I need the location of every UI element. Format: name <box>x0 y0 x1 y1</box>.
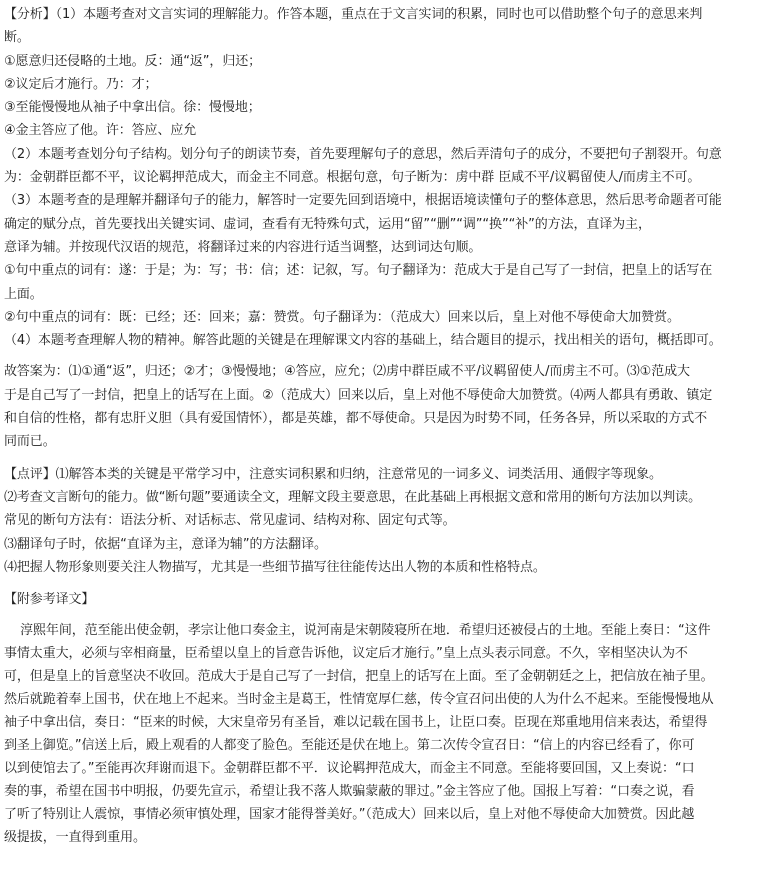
analysis-line: ②句中重点的词有：既：已经；还：回来；嘉：赞赏。句子翻译为：（范成大）回来以后，皇上对他不辱使命大加赞赏。 <box>4 309 680 325</box>
translation-line: 然后就跪着奉上国书，伏在地上不起来。当时金主是葛王，性情宽厚仁慈，传令宣召问出使的人为什么不起来。至能慢慢地从 <box>4 692 714 708</box>
analysis-line: ④金主答应了他。许：答应、应允 <box>4 123 197 139</box>
analysis-line: （2）本题考查划分句子结构。划分句子的朗读节奏，首先要理解句子的意思，然后弄清句子的成分，不要把句子割裂开。句意 <box>4 146 722 162</box>
analysis-section <box>4 3 776 352</box>
analysis-line: ③至能慢慢地从袖子中拿出信。徐：慢慢地； <box>4 100 261 116</box>
translation-line: 袖子中拿出信，奏日：“臣来的时候，大宋皇帝另有圣旨，难以记载在国书上，让臣口奏。臣现在郑重地用信来表达，希望得 <box>4 715 708 731</box>
translation-line: 级提拔，一直得到重用。 <box>4 830 146 846</box>
comment-section <box>4 463 776 579</box>
translation-section <box>4 588 776 849</box>
analysis-line: 为：金朝群臣都不平，议论羁押范成大，而金主不同意。根据句意，句子断为：虏中群 臣咸不平/议羁留使人/而虏主不可。 <box>4 170 701 186</box>
translation-line: 淳熙年间，范至能出使金朝，孝宗让他口奏金主，说河南是宋朝陵寝所在地．希望归还被侵占的土地。至能上奏日：“这件 <box>4 623 711 639</box>
translation-line: 奏的事，希望在国书中明报，仍要先宣示，希望让我不落人欺骗蒙蔽的罪过。”金主答应了他。国报上写着：“口奏之说，看 <box>4 784 695 800</box>
translation-line: 了听了特别让人震惊，事情必须审慎处理，国家才能得誉美好。”（范成大）回来以后，皇上对他不辱使命大加赞赏。因此越 <box>4 807 695 823</box>
comment-line: 【点评】⑴解答本类的关键是平常学习中，注意实词积累和归纳，注意常见的一词多义、词类活用、通假字等现象。 <box>4 466 662 482</box>
analysis-line: 确定的赋分点，首先要找出关键实词、虚词，查看有无特殊句式，运用“留”“删”“调”“换”“补”的方法，直译为主， <box>4 216 651 232</box>
analysis-line: 【分析】（1）本题考查对文言实词的理解能力。作答本题，重点在于文言实词的积累，同时也可以借助整个句子的意思来判 <box>4 7 703 22</box>
analysis-line: ①愿意归还侵略的土地。反：通“返”，归还； <box>4 53 262 69</box>
answer-line: 故答案为：⑴①通“返”，归还；②才；③慢慢地；④答应，应允；⑵虏中群臣咸不平/议羁留使人/而虏主不可。⑶①范成大 <box>4 364 690 380</box>
translation-line: 到圣上御览。”信送上后，殿上观看的人都变了脸色。至能还是伏在地上。第二次传令宣召日：“信上的内容已经看了，你可 <box>4 738 695 754</box>
translation-line: 事情太重大，必须与宰相商量，臣希望以皇上的旨意告诉他，议定后才施行。”皇上点头表示同意。不久，宰相坚决认为不 <box>4 646 688 662</box>
analysis-line: 意译为辅。并按现代汉语的规范，将翻译过来的内容进行适当调整，达到词达句顺。 <box>4 239 482 255</box>
translation-line: 可，但是皇上的旨意坚决不收回。范成大于是自己写了一封信，把皇上的话写在上面。至了金朝朝廷之上，把信放在袖子里。 <box>4 669 714 685</box>
comment-line: ⑶翻译句子时，依据“直译为主，意译为辅”的方法翻译。 <box>4 536 327 552</box>
translation-line: 以到使馆去了。”至能再次拜谢而退下。金朝群臣都不平．议论羁押范成大，而金主不同意。至能将要回国，又上奏说：“口 <box>4 761 695 777</box>
translation-header: 【附参考译文】 <box>4 592 95 608</box>
answer-section <box>4 360 776 453</box>
analysis-line: 断。 <box>4 30 30 46</box>
answer-line: 于是自己写了一封信，把皇上的话写在上面。②（范成大）回来以后，皇上对他不辱使命大加赞赏。⑷两人都具有勇敢、镇定 <box>4 387 713 403</box>
analysis-line: 上面。 <box>4 286 43 302</box>
comment-line: ⑵考查文言断句的能力。做“断句题”要通读全文，理解文段主要意思，在此基础上再根据文意和常用的断句方法加以判读。 <box>4 489 701 505</box>
answer-line: 和自信的性格，都有忠肝义胆（具有爱国情怀），都是英雄，都不辱使命。只是因为时势不同，任务各异，所以采取的方式不 <box>4 411 708 427</box>
answer-line: 同而已。 <box>4 434 56 450</box>
analysis-line: ②议定后才施行。乃：才； <box>4 76 158 92</box>
comment-line: ⑷把握人物形象则要关注人物描写，尤其是一些细节描写往往能传达出人物的本质和性格特点。 <box>4 559 546 575</box>
analysis-line: （4）本题考查理解人物的精神。解答此题的关键是在理解课文内容的基础上，结合题目的提示，找出相关的语句，概括即可。 <box>4 333 722 349</box>
analysis-line: ①句中重点的词有：遂：于是；为：写；书：信；述：记叙，写。句子翻译为：范成大于是自己写了一封信，把皇上的话写在 <box>4 263 713 279</box>
comment-line: 常见的断句方法有：语法分析、对话标志、常见虚词、结构对称、固定句式等。 <box>4 513 456 529</box>
analysis-line: （3）本题考查的是理解并翻译句子的能力，解答时一定要先回到语境中，根据语境读懂句子的整体意思，然后思考命题者可能 <box>4 193 722 209</box>
